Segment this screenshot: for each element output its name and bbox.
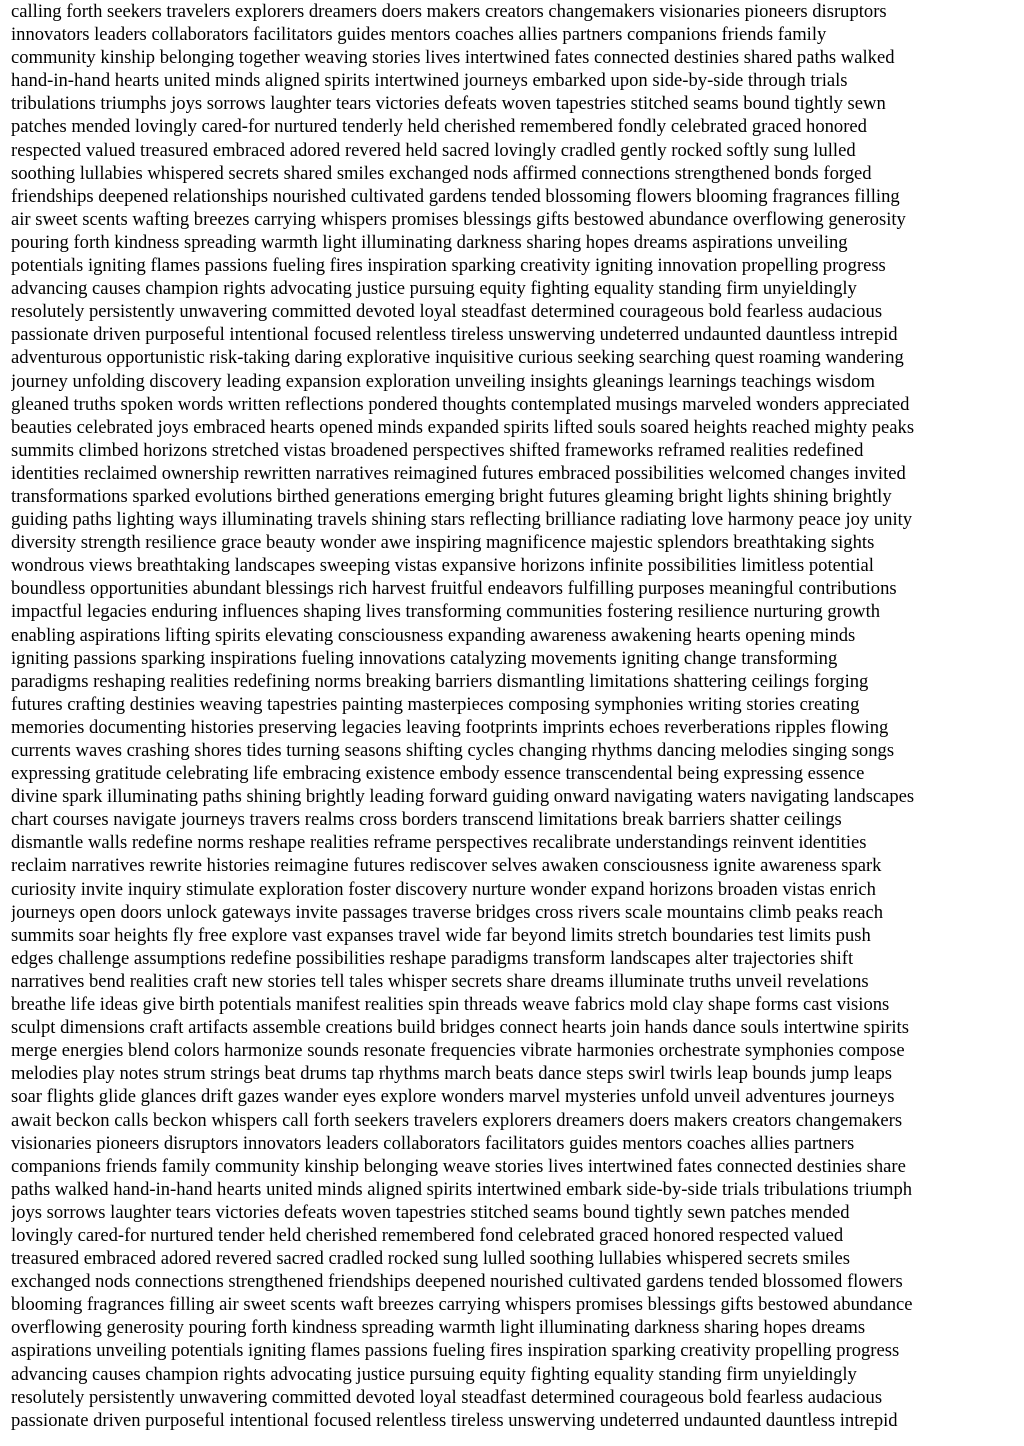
text-line: passionate driven purposeful intentional focused relentless tireless unswerving undeterred undaunted dauntless intrepid: [11, 1409, 898, 1431]
text-line: summits climbed horizons stretched vistas broadened perspectives shifted frameworks reframed realities redefined: [11, 439, 864, 461]
text-line: merge energies blend colors harmonize sounds resonate frequencies vibrate harmonies orchestrate symphonies compose: [11, 1040, 905, 1062]
text-line: hand-in-hand hearts united minds aligned spirits intertwined journeys embarked upon side-by-side through trials: [11, 70, 848, 92]
text-line: advancing causes champion rights advocating justice pursuing equity fighting equality standing firm unyieldingly: [11, 278, 857, 300]
text-line: chart courses navigate journeys travers realms cross borders transcend limitations break barriers shatter ceilings: [11, 809, 842, 831]
text-line: tribulations triumphs joys sorrows laughter tears victories defeats woven tapestries stitched seams bound tightly sewn: [11, 93, 886, 115]
text-line: expressing gratitude celebrating life embracing existence embody essence transcendental being expressing essence: [11, 763, 865, 785]
text-line: melodies play notes strum strings beat drums tap rhythms march beats dance steps swirl twirls leap bounds jump leaps: [11, 1063, 892, 1085]
text-line: soar flights glide glances drift gazes wander eyes explore wonders marvel mysteries unfold unveil adventures journeys: [11, 1086, 895, 1108]
text-line: calling forth seekers travelers explorers dreamers doers makers creators changemakers visionaries pioneers disruptors: [11, 1, 887, 22]
text-line: paradigms reshaping realities redefining norms breaking barriers dismantling limitations shattering ceilings forging: [11, 670, 869, 692]
text-line: await beckon calls beckon whispers call forth seekers travelers explorers dreamers doers makers creators changemakers: [11, 1109, 903, 1131]
text-line: memories documenting histories preserving legacies leaving footprints imprints echoes reverberations ripples flowing: [11, 716, 889, 738]
text-line: sculpt dimensions craft artifacts assemble creations build bridges connect hearts join hands dance souls intertwine spirits: [11, 1017, 909, 1039]
text-line: soothing lullabies whispered secrets shared smiles exchanged nods affirmed connections strengthened bonds forged: [11, 162, 872, 184]
text-line: wondrous views breathtaking landscapes sweeping vistas expansive horizons infinite possibilities limitless potential: [11, 555, 874, 577]
text-line: igniting passions sparking inspirations fueling innovations catalyzing movements igniting change transforming: [11, 647, 838, 669]
text-line: aspirations unveiling potentials igniting flames passions fueling fires inspiration sparking creativity propelling progress: [11, 1340, 900, 1362]
text-line: companions friends family community kinship belonging weave stories lives intertwined fates connected destinies share: [11, 1155, 906, 1177]
text-line: respected valued treasured embraced adored revered held sacred lovingly cradled gently rocked softly sung lulled: [11, 139, 856, 161]
text-line: summits soar heights fly free explore vast expanses travel wide far beyond limits stretch boundaries test limits push: [11, 924, 871, 946]
text-line: dismantle walls redefine norms reshape realities reframe perspectives recalibrate understandings reinvent identities: [11, 832, 867, 854]
text-line: diversity strength resilience grace beauty wonder awe inspiring magnificence majestic splendors breathtaking sights: [11, 532, 875, 554]
text-line: exchanged nods connections strengthened friendships deepened nourished cultivated gardens tended blossomed flowers: [11, 1271, 903, 1293]
text-line: patches mended lovingly cared-for nurtured tenderly held cherished remembered fondly celebrated graced honored: [11, 116, 867, 138]
text-line: visionaries pioneers disruptors innovators leaders collaborators facilitators guides mentors coaches allies partners: [11, 1132, 855, 1154]
text-line: guiding paths lighting ways illuminating travels shining stars reflecting brilliance radiating love harmony peace joy unity: [11, 509, 913, 531]
text-line: blooming fragrances filling air sweet scents waft breezes carrying whispers promises blessings gifts bestowed abundance: [11, 1294, 913, 1316]
text-line: resolutely persistently unwavering committed devoted loyal steadfast determined courageous bold fearless audacious: [11, 1386, 883, 1408]
text-line: narratives bend realities craft new stories tell tales whisper secrets share dreams illuminate truths unveil revelations: [11, 970, 869, 992]
text-line: currents waves crashing shores tides turning seasons shifting cycles changing rhythms dancing melodies singing songs: [11, 740, 895, 761]
text-line: boundless opportunities abundant blessings rich harvest fruitful endeavors fulfilling purposes meaningful contributions: [11, 578, 897, 600]
text-line: beauties celebrated joys embraced hearts opened minds expanded spirits lifted souls soared heights reached mighty peaks: [11, 416, 915, 438]
text-line: impactful legacies enduring influences shaping lives transforming communities fostering resilience nurturing growth: [11, 601, 881, 623]
text-line: breathe life ideas give birth potentials manifest realities spin threads weave fabrics mold clay shape forms cast visions: [11, 994, 890, 1016]
text-line: adventurous opportunistic risk-taking daring explorative inquisitive curious seeking searching quest roaming wandering: [11, 347, 904, 369]
text-line: reclaim narratives rewrite histories reimagine futures rediscover selves awaken consciousness ignite awareness spark: [11, 855, 882, 877]
text-line: edges challenge assumptions redefine possibilities reshape paradigms transform landscapes alter trajectories shift: [11, 947, 854, 969]
text-line: innovators leaders collaborators facilitators guides mentors coaches allies partners companions friends family: [11, 24, 827, 46]
text-line: pouring forth kindness spreading warmth light illuminating darkness sharing hopes dreams aspirations unveiling: [11, 231, 848, 253]
text-line: friendships deepened relationships nourished cultivated gardens tended blossoming flowers blooming fragrances filling: [11, 185, 900, 207]
text-line: resolutely persistently unwavering committed devoted loyal steadfast determined courageous bold fearless audacious: [11, 301, 883, 323]
text-line: community kinship belonging together weaving stories lives intertwined fates connected destinies shared paths walked: [11, 47, 895, 69]
text-line: joys sorrows laughter tears victories defeats woven tapestries stitched seams bound tightly sewn patches mended: [11, 1201, 850, 1223]
text-line: advancing causes champion rights advocating justice pursuing equity fighting equality standing firm unyieldingly: [11, 1363, 857, 1385]
text-line: journey unfolding discovery leading expansion exploration unveiling insights gleanings learnings teachings wisdom: [11, 370, 875, 392]
text-line: paths walked hand-in-hand hearts united minds aligned spirits intertwined embark side-by-side trials tribulations triumph: [11, 1178, 913, 1200]
text-line: passionate driven purposeful intentional focused relentless tireless unswerving undeterred undaunted dauntless intrepid: [11, 324, 898, 346]
text-line: air sweet scents wafting breezes carrying whispers promises blessings gifts bestowed abundance overflowing generosity: [11, 208, 906, 230]
document-page: [11, 0, 1017, 1446]
text-line: enabling aspirations lifting spirits elevating consciousness expanding awareness awakening hearts opening minds: [11, 624, 856, 646]
text-line: gleaned truths spoken words written reflections pondered thoughts contemplated musings marveled wonders appreciated: [11, 393, 910, 415]
text-line: journeys open doors unlock gateways invite passages traverse bridges cross rivers scale mountains climb peaks reach: [11, 901, 884, 923]
text-line: potentials igniting flames passions fueling fires inspiration sparking creativity igniting innovation propelling progress: [11, 255, 886, 277]
text-line: overflowing generosity pouring forth kindness spreading warmth light illuminating darkness sharing hopes dreams: [11, 1317, 866, 1339]
text-line: divine spark illuminating paths shining brightly leading forward guiding onward navigating waters navigating landscapes: [11, 786, 915, 808]
text-line: transformations sparked evolutions birthed generations emerging bright futures gleaming bright lights shining brightly: [11, 485, 892, 507]
text-line: futures crafting destinies weaving tapestries painting masterpieces composing symphonies writing stories creating: [11, 693, 860, 715]
text-line: curiosity invite inquiry stimulate exploration foster discovery nurture wonder expand horizons broaden vistas enrich: [11, 878, 876, 900]
text-line: identities reclaimed ownership rewritten narratives reimagined futures embraced possibilities welcomed changes invited: [11, 462, 906, 484]
text-line: lovingly cared-for nurtured tender held cherished remembered fond celebrated graced honored respected valued: [11, 1224, 844, 1246]
text-line: treasured embraced adored revered sacred cradled rocked sung lulled soothing lullabies whispered secrets smiles: [11, 1248, 850, 1270]
